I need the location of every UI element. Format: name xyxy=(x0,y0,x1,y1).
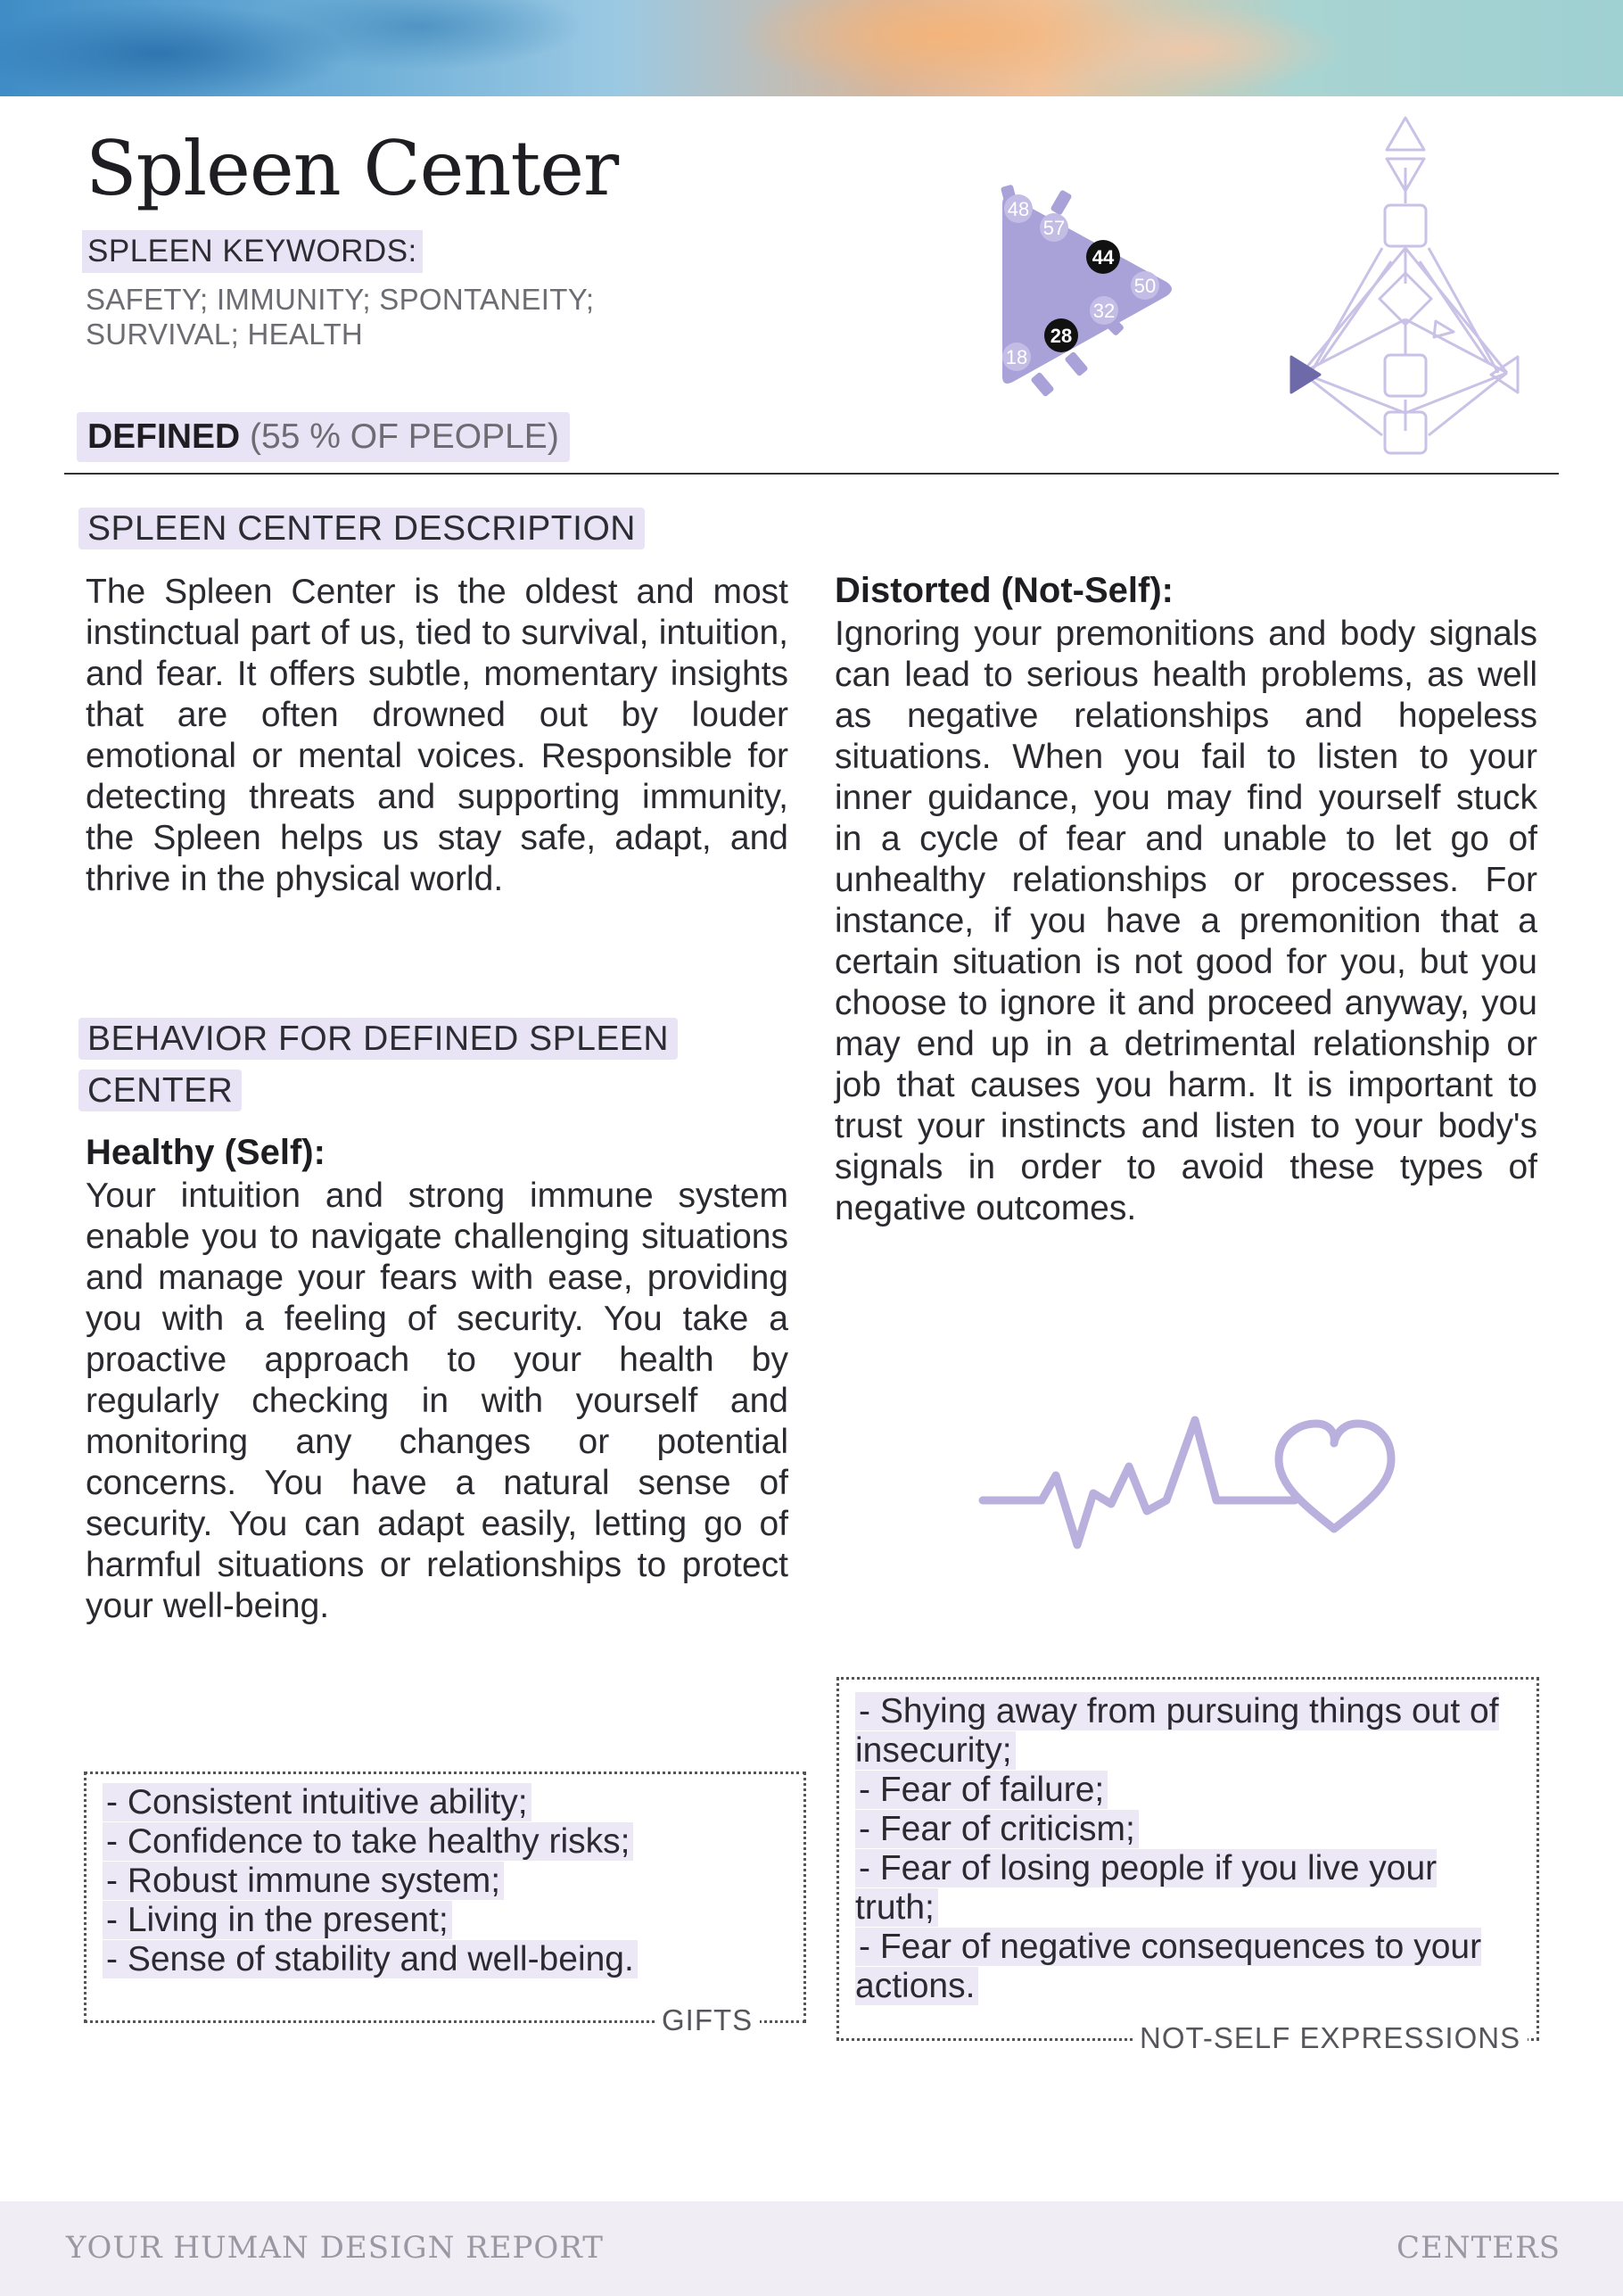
gift-item: - Sense of stability and well-being. xyxy=(103,1940,803,1979)
gifts-list xyxy=(87,1774,803,1979)
not-self-item: - Fear of failure; xyxy=(855,1771,1515,1810)
gate-32-label: 32 xyxy=(1092,300,1116,322)
bodygraph-icon xyxy=(1284,114,1525,458)
gift-item: - Consistent intuitive ability; xyxy=(103,1783,803,1822)
not-self-item: - Fear of criticism; xyxy=(855,1810,1515,1849)
footer-section-name: CENTERS xyxy=(1396,2230,1561,2266)
healthy-title: Healthy (Self): xyxy=(86,1133,325,1172)
keywords-line-1: SAFETY; IMMUNITY; SPONTANEITY; xyxy=(86,283,595,316)
distorted-title: Distorted (Not-Self): xyxy=(835,571,1174,610)
sky-header-banner xyxy=(0,0,1623,96)
not-self-item: - Fear of losing people if you live your truth; xyxy=(855,1849,1438,1927)
keywords-values xyxy=(86,282,656,351)
behavior-heading: BEHAVIOR FOR DEFINED SPLEEN CENTER xyxy=(78,1013,792,1117)
description-text: The Spleen Center is the oldest and most instinctual part of us, tied to survival, intuition, and fear. It offers subtle, momentary insights that are often drowned out by louder emotional or mental voices. Responsible for detecting threats and supporting immunity, the Spleen helps us stay safe, adapt, and thrive in the physical world. xyxy=(86,573,788,898)
gift-item: - Living in the present; xyxy=(103,1901,803,1940)
defined-stat: (55 % OF PEOPLE) xyxy=(250,417,559,456)
gate-44-label: 44 xyxy=(1092,246,1115,268)
not-self-list xyxy=(839,1680,1536,2006)
keywords-label: SPLEEN KEYWORDS: xyxy=(82,230,423,273)
gifts-caption: GIFTS xyxy=(655,2003,760,2037)
gift-item: - Robust immune system; xyxy=(103,1862,803,1901)
page-title: Spleen Center xyxy=(86,125,619,212)
healthy-text: Your intuition and strong immune system enable you to navigate challenging situations and manage your fears with ease, providing you with a feeling of security. You take a proactive approach to your health by regularly checking in with yourself and monitoring any changes or potential concerns. You have a natural sense of security. You can adapt easily, letting go of harmful situations or relationships to protect your well-being. xyxy=(86,1177,788,1625)
not-self-caption: NOT-SELF EXPRESSIONS xyxy=(1133,2021,1528,2055)
not-self-item: - Shying away from pursuing things out of insecurity; xyxy=(855,1692,1499,1770)
description-heading: SPLEEN CENTER DESCRIPTION xyxy=(78,503,645,555)
gate-50-label: 50 xyxy=(1133,275,1157,297)
defined-label: DEFINED xyxy=(87,417,241,456)
gift-item: - Confidence to take healthy risks; xyxy=(103,1822,803,1862)
not-self-box xyxy=(836,1677,1539,2041)
gate-28-label: 28 xyxy=(1050,325,1073,347)
heartbeat-heart-icon xyxy=(977,1413,1396,1556)
distorted-text: Ignoring your premonitions and body signals can lead to serious health problems, as well as negative relationships and hopeless situations. When you fail to listen to your inner guidance, you may find yourself stuck in a cycle of fear and unable to let go of unhealthy relationships or processes. For instance, if you have a premonition that a certain situation is not good for you, but you choose to ignore it and proceed anyway, you may end up in a detrimental relationship or job that causes you harm. It is important to trust your instincts and listen to your body's signals in order to avoid these types of negative outcomes. xyxy=(835,615,1537,1227)
not-self-item: - Fear of negative consequences to your actions. xyxy=(855,1928,1482,2005)
gifts-box xyxy=(84,1772,806,2023)
keywords-line-2: SURVIVAL; HEALTH xyxy=(86,318,364,351)
gate-48-label: 48 xyxy=(1007,198,1030,220)
footer-report-title: YOUR HUMAN DESIGN REPORT xyxy=(66,2230,604,2266)
gate-57-label: 57 xyxy=(1042,217,1066,239)
defined-badge xyxy=(77,412,570,462)
spleen-gates-graphic xyxy=(981,178,1195,401)
section-divider xyxy=(64,473,1559,475)
gate-18-label: 18 xyxy=(1005,346,1028,368)
